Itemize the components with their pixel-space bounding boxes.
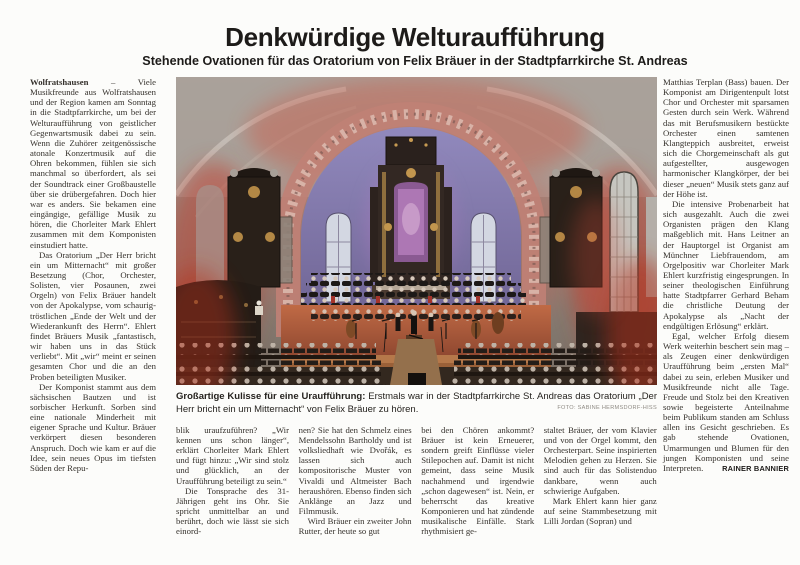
article-column-2 (176, 425, 289, 537)
article-header (85, 0, 745, 69)
paragraph: nen? Sie hat den Schmelz eines Mendelssohn Bartholdy und ist volksliedhaft wie Dvořák, es lassen sich auch kompositorische Muster von Vivaldi und Altmeister Bach heraushören. Ebenso finden sich Anklänge an Jazz und Filmmusik. (298, 424, 412, 517)
subheadline: Stehende Ovationen für das Oratorium von Felix Bräuer in der Stadtpfarrkirche St. Andreas (142, 54, 688, 68)
paragraph: Der Komponist stammt aus dem sächsischen Bautzen und ist sorbischer Herkunft. Sorben sind eine nationale Minderheit mit eigener Sprache und Kultur. Bräuer verkörpert diesen besonderen Anspruch. Doch wie kam er auf die Idee, sein neues Opus im tiefsten Süden der Repu- (30, 381, 156, 473)
paragraph: Wird Bräuer ein zweiter John Rutter, der heute so gut (298, 516, 412, 537)
church-concert-photo-illustration (176, 77, 657, 385)
article-column-3 (299, 425, 412, 537)
paragraph: Egal, welcher Erfolg diesem Werk weiterhin beschert sein mag – als Zeugen einer denkwürdigen Uraufführung beim „ersten Mal“ dabei zu sein, erleben Musiker und Musikfreunde nicht alle Tage. Freude und Stolz bei den Kreativen sowie begeisterte Anteilnahme beim Publikum standen am Schluss allen ins Gesicht geschrieben. Es gab stehende Ovationen, Umarmungen und Blumen für den jungen Komponisten und seine Interpreten. RAINER BANNIER (663, 330, 789, 473)
paragraph: Das Oratorium „Der Herr bricht ein um Mitternacht“ mit großer Besetzung (Chor, Orchester, Solisten, vier Posaunen, zwei Orgeln) von Felix Bräuer handelt von der Apokalypse, vom schaurig-tröstlichen „Ende der Welt und der Wiederankunft des Herrn“. Ehlert findet Bräuers Musik „fantastisch, wir haben uns in das Stück verliebt“. Mit „wir“ meint er seinen gesamten Chor und die an den Proben beteiligten Musiker. (30, 249, 156, 382)
paragraph: Die Tonsprache des 31-Jährigen geht ins Ohr. Sie spricht unmittelbar an und berührt, doch wie lässt sie sich einord- (176, 485, 289, 537)
article-photo (176, 77, 657, 417)
paragraph: Matthias Terplan (Bass) bauen. Der Komponist am Dirigentenpult lotst Chor und Orchester mit sparsamen Gesten durch sein Werk. Während das mit Berufsmusikern bestückte Orchester einen samtenen Klangteppich ausbreitet, erweist sich die Chorgemeinschaft als gut aufgestellter, ausgewogen harmonischer Klangkörper, der bei dieser „neuen“ Musik stets ganz auf der Höhe ist. (663, 77, 789, 199)
article-column-4 (421, 425, 534, 537)
dateline: Wolfratshausen (30, 77, 89, 87)
caption-lead: Großartige Kulisse für eine Uraufführung: (176, 391, 366, 402)
photo-credit: FOTO: SABINE HERMSDORF-HISS (557, 405, 657, 412)
paragraph: staltet Bräuer, der vom Klavier und von der Orgel kommt, den Orchesterpart. Seine inspirierten Melodien gehen zu Herzen. Sie sind auch für das Solistenduo dankbare, wenn auch schwierige Aufgaben. (543, 424, 657, 496)
article-column-1 (30, 77, 156, 473)
paragraph: Die intensive Probenarbeit hat sich ausgezahlt. Auch die zwei Organisten prägen den Klang maßgeblich mit. Hans Leitner an der Hauptorgel ist Organist am Münchner Liebfrauendom, am Orgelpositiv war Chorleiter Mark Ehlert kurzfristig eingesprungen. In seiner theologischen Einführung hatte Stadtpfarrer Gerhard Beham die christliche Deutung der Apokalypse als „Nacht der endgültigen Erlösung“ erklärt. (663, 198, 789, 331)
article-column-6 (663, 77, 789, 474)
photo-caption (176, 390, 657, 417)
headline: Denkwürdige Welturaufführung (225, 22, 605, 52)
paragraph: Wolfratshausen – Viele Musikfreunde aus Wolfratshausen und der Region kamen am Sonntag in die Stadtpfarrkirche, um bei der Welturaufführung von geistlicher Gegenwartsmusik dabei zu sein. Wenn die Zuhörer zeitgenössische atonale Konzertmusik auf die Ohren bekommen, fühlen sie sich manchmal so überfordert, als sei der Soundtrack einer Großbaustelle über sie drübergefahren. Doch hier war es anders. Sie bekamen eine eingängige, gefällige Musik zu hören, die Chorleiter Mark Ehlert zusammen mit dem Komponisten einstudiert hatte. (30, 77, 156, 250)
paragraph: bei den Chören ankommt? Bräuer ist kein Erneuerer, sondern greift Einflüsse vieler Stilepochen auf. Damit ist nicht gemeint, dass seine Musik nachahmend und irgendwie „schon dagewesen“ ist. Nein, er beherrscht das kreative Komponieren und hat zündende musikalische Einfälle. Stark rhythmisiert ge- (421, 424, 535, 537)
article-column-5 (544, 425, 657, 537)
paragraph: Mark Ehlert kann hier ganz auf seine Stammbesetzung mit Lilli Jordan (Sopran) und (543, 495, 657, 527)
caption-text: Erstmals war in der Stadtpfarrkirche St. Andreas das Oratorium „Der Herr bricht ein um Mitternacht“ von Felix Bräuer zu hören. (176, 391, 657, 416)
paragraph: blik uraufzuführen? „Wir kennen uns schon länger“, erklärt Chorleiter Mark Ehlert und fügt hinzu: „Wir sind stolz und glücklich, an der Uraufführung beteiligt zu sein.“ (176, 424, 289, 486)
author-byline: RAINER BANNIER (722, 463, 789, 473)
